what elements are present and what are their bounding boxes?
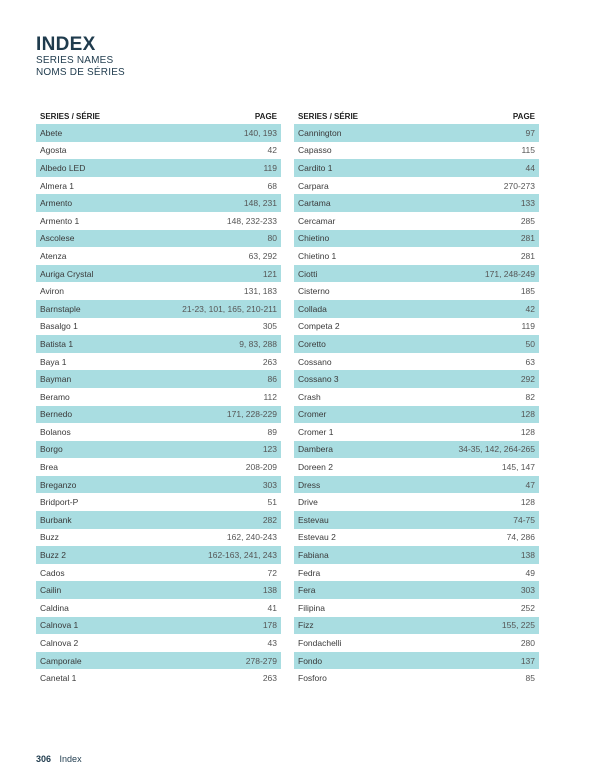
index-row [36,353,281,371]
index-row [294,142,539,160]
series-name: Beramo [40,391,70,402]
index-row [36,634,281,652]
series-name: Cardito 1 [298,162,333,173]
series-name: Albedo LED [40,162,86,173]
page-footer [36,754,82,764]
page-reference: 128 [520,426,535,437]
page-reference: 263 [262,356,277,367]
page-reference: 303 [520,585,535,596]
index-row [294,564,539,582]
series-name: Carpara [298,180,329,191]
index-row [36,546,281,564]
page-reference: 63 [525,356,535,367]
page-reference: 89 [267,426,277,437]
series-name: Cannington [298,127,342,138]
subtitle-noms-de-series: NOMS DE SÉRIES [36,67,125,78]
index-row [36,318,281,336]
page-reference: 171, 248-249 [484,268,535,279]
page-reference: 208-209 [245,462,277,473]
series-name: Cercamar [298,215,336,226]
page-reference: 34-35, 142, 264-265 [458,444,535,455]
page-reference: 270-273 [503,180,535,191]
page-reference: 74, 286 [506,532,535,543]
series-name: Bridport-P [40,497,79,508]
page-reference: 133 [520,198,535,209]
page-reference: 44 [525,162,535,173]
index-row [294,159,539,177]
index-row [294,370,539,388]
index-row [294,599,539,617]
page-reference: 68 [267,180,277,191]
series-name: Almera 1 [40,180,75,191]
index-row [36,159,281,177]
series-name: Brea [40,462,58,473]
page-reference: 112 [263,391,277,402]
index-row [294,476,539,494]
page-reference: 115 [521,145,535,156]
series-name: Cromer 1 [298,426,334,437]
index-row [294,177,539,195]
index-row [294,300,539,318]
series-name: Buzz 2 [40,550,66,561]
index-row [36,282,281,300]
series-name: Cartama [298,198,331,209]
column-header [36,108,281,124]
series-name: Dambera [298,444,333,455]
index-row [294,388,539,406]
index-row [294,230,539,248]
page-reference: 282 [262,514,277,525]
page-reference: 63, 292 [248,250,277,261]
series-name: Fabiana [298,550,329,561]
page-reference: 278-279 [245,655,277,666]
header-series: SERIES / SÉRIE [298,111,359,121]
page-reference: 148, 231 [243,198,277,209]
index-row [294,406,539,424]
index-column-right [294,108,539,687]
page-reference: 155, 225 [501,620,535,631]
index-rows-left [36,124,281,687]
page-reference: 178 [262,620,277,631]
page-reference: 9, 83, 288 [239,338,277,349]
page-reference: 82 [525,391,535,402]
index-row [36,230,281,248]
series-name: Ascolese [40,233,75,244]
index-row [294,265,539,283]
series-name: Coretto [298,338,326,349]
index-row [294,617,539,635]
page-number: 306 [36,754,52,764]
header-page: PAGE [254,111,277,121]
series-name: Cisterno [298,286,330,297]
series-name: Capasso [298,145,332,156]
series-name: Estevau [298,514,329,525]
index-row [36,458,281,476]
header-series: SERIES / SÉRIE [40,111,101,121]
page-reference: 281 [520,250,535,261]
series-name: Bernedo [40,409,73,420]
index-row [294,318,539,336]
page-reference: 148, 232-233 [226,215,277,226]
index-row [294,493,539,511]
series-name: Basalgo 1 [40,321,78,332]
series-name: Fedra [298,567,321,578]
page-reference: 21-23, 101, 165, 210-211 [182,303,277,314]
page-reference: 74-75 [513,514,535,525]
page-reference: 285 [520,215,535,226]
series-name: Fizz [298,620,314,631]
index-row [36,529,281,547]
index-row [294,441,539,459]
series-name: Armento 1 [40,215,80,226]
index-row [294,212,539,230]
page-reference: 42 [267,145,277,156]
series-name: Caldina [40,602,69,613]
index-row [36,212,281,230]
index-row [36,581,281,599]
page-reference: 131, 183 [243,286,277,297]
page-reference: 162-163, 241, 243 [207,550,277,561]
series-name: Bolanos [40,426,71,437]
series-name: Estevau 2 [298,532,336,543]
footer-label: Index [59,754,82,764]
series-name: Baya 1 [40,356,67,367]
page-reference: 303 [262,479,277,490]
series-name: Atenza [40,250,67,261]
series-name: Abete [40,127,63,138]
series-name: Cossano [298,356,332,367]
page-reference: 42 [525,303,535,314]
page-reference: 138 [262,585,277,596]
series-name: Canetal 1 [40,673,77,684]
index-row [294,546,539,564]
index-row [36,300,281,318]
page-reference: 121 [262,268,277,279]
series-name: Fosforo [298,673,327,684]
page-reference: 119 [263,162,277,173]
page-reference: 145, 147 [501,462,535,473]
series-name: Chietino 1 [298,250,337,261]
series-name: Burbank [40,514,72,525]
series-name: Cados [40,567,65,578]
index-row [36,388,281,406]
page-reference: 138 [520,550,535,561]
index-row [36,476,281,494]
page-reference: 185 [520,286,535,297]
series-name: Ciotti [298,268,318,279]
page-reference: 50 [525,338,535,349]
page-reference: 252 [520,602,535,613]
index-row [36,335,281,353]
series-name: Agosta [40,145,67,156]
series-name: Collada [298,303,327,314]
series-name: Calnova 1 [40,620,79,631]
series-name: Aviron [40,286,64,297]
index-row [36,617,281,635]
series-name: Dress [298,479,321,490]
series-name: Fondachelli [298,638,342,649]
page-reference: 123 [262,444,277,455]
page-reference: 86 [267,374,277,385]
series-name: Fera [298,585,316,596]
column-header [294,108,539,124]
page-reference: 49 [525,567,535,578]
series-name: Chietino [298,233,330,244]
page-reference: 119 [521,321,535,332]
page-reference: 305 [262,321,277,332]
page-reference: 162, 240-243 [226,532,277,543]
page-reference: 51 [267,497,277,508]
index-row [294,634,539,652]
series-name: Cromer [298,409,327,420]
index-column-left [36,108,281,687]
series-name: Cossano 3 [298,374,339,385]
series-name: Camporale [40,655,82,666]
index-row [294,581,539,599]
index-row [294,423,539,441]
page-reference: 292 [520,374,535,385]
page-reference: 43 [267,638,277,649]
page-reference: 128 [520,409,535,420]
page-reference: 263 [262,673,277,684]
series-name: Filipina [298,602,325,613]
index-row [36,493,281,511]
series-name: Crash [298,391,321,402]
index-row [36,669,281,687]
index-row [36,511,281,529]
index-row [36,194,281,212]
index-row [294,194,539,212]
index-row [294,529,539,547]
index-row [294,124,539,142]
series-name: Calnova 2 [40,638,79,649]
index-row [294,282,539,300]
index-row [36,177,281,195]
index-row [294,247,539,265]
series-name: Doreen 2 [298,462,333,473]
page-reference: 280 [520,638,535,649]
index-row [36,564,281,582]
series-name: Batista 1 [40,338,74,349]
series-name: Borgo [40,444,63,455]
index-row [294,335,539,353]
index-row [36,441,281,459]
page-reference: 137 [520,655,535,666]
index-row [36,406,281,424]
index-row [36,370,281,388]
page-reference: 281 [520,233,535,244]
series-name: Cailin [40,585,62,596]
index-row [294,458,539,476]
index-row [294,353,539,371]
series-name: Competa 2 [298,321,340,332]
page-title: INDEX [36,34,96,55]
page-reference: 171, 228-229 [226,409,277,420]
series-name: Armento [40,198,73,209]
page-reference: 97 [525,127,535,138]
page-reference: 85 [525,673,535,684]
subtitle-series-names: SERIES NAMES [36,55,114,66]
page-reference: 140, 193 [243,127,277,138]
index-row [294,511,539,529]
index-row [294,669,539,687]
index-row [36,423,281,441]
series-name: Barnstaple [40,303,81,314]
page-reference: 47 [525,479,535,490]
index-row [36,142,281,160]
index-row [36,247,281,265]
series-name: Breganzo [40,479,77,490]
index-row [294,652,539,670]
series-name: Buzz [40,532,59,543]
header-page: PAGE [512,111,535,121]
series-name: Auriga Crystal [40,268,94,279]
series-name: Drive [298,497,318,508]
index-row [36,124,281,142]
page-reference: 128 [520,497,535,508]
page-reference: 72 [267,567,277,578]
page-reference: 80 [267,233,277,244]
index-rows-right [294,124,539,687]
page-reference: 41 [267,602,277,613]
index-row [36,599,281,617]
series-name: Bayman [40,374,72,385]
index-row [36,652,281,670]
index-row [36,265,281,283]
series-name: Fondo [298,655,323,666]
